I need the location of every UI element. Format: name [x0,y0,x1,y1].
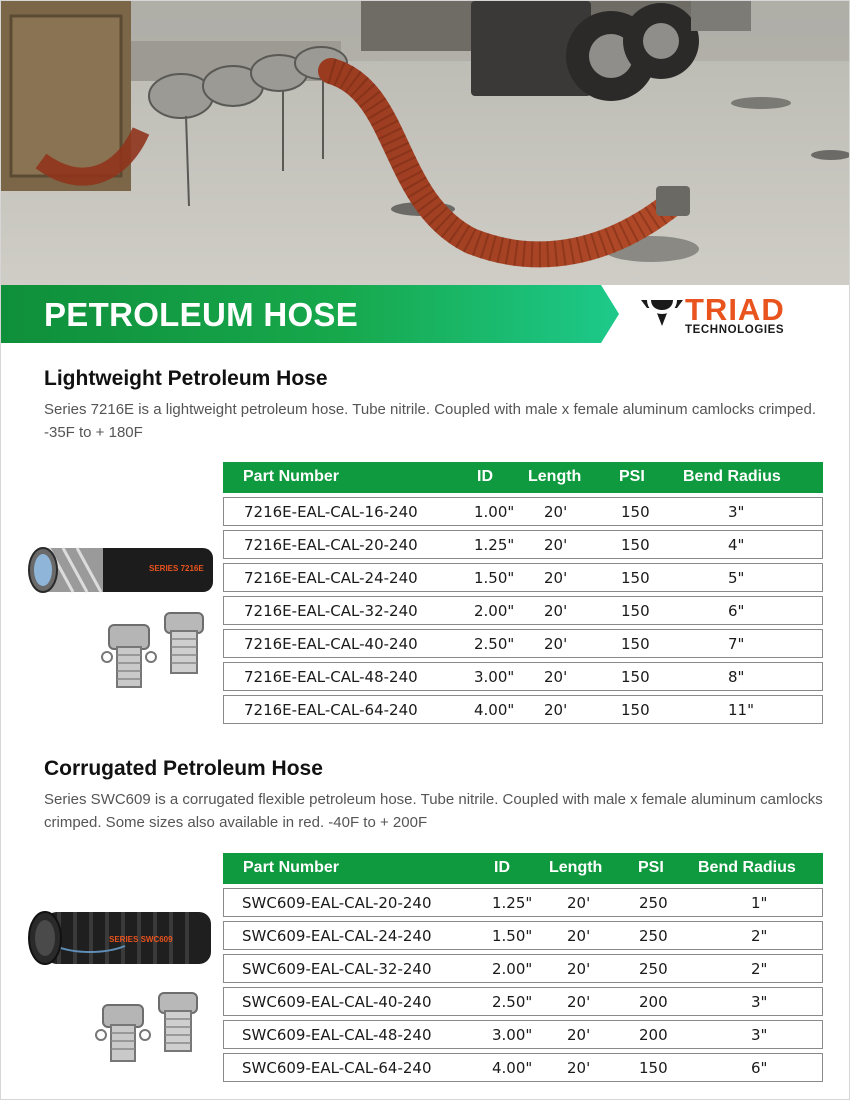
column-header-psi: PSI [619,468,645,485]
cell-bend-radius: 3" [751,993,768,1011]
triad-logo [639,294,824,338]
column-header-length: Length [549,859,603,876]
column-header-psi: PSI [638,859,664,876]
cell-psi: 250 [639,927,668,945]
cell-id: 4.00" [492,1059,533,1077]
cell-length: 20' [544,701,568,719]
cell-id: 1.25" [474,536,515,554]
cell-psi: 150 [621,602,650,620]
logo-subtitle: TECHNOLOGIES [685,324,785,336]
table-row [223,629,823,658]
cell-bend-radius: 7" [728,635,745,653]
cell-id: 1.50" [474,569,515,587]
cell-id: 2.50" [492,993,533,1011]
table-row [223,662,823,691]
cell-psi: 150 [621,569,650,587]
hose-swc609-image [15,906,215,970]
cell-id: 3.00" [492,1026,533,1044]
cell-psi: 200 [639,1026,668,1044]
cell-part-number: SWC609-EAL-CAL-24-240 [242,927,432,945]
table-row [223,563,823,592]
cell-part-number: 7216E-EAL-CAL-40-240 [244,635,418,653]
cell-length: 20' [544,503,568,521]
table-row [223,695,823,724]
cell-length: 20' [567,927,591,945]
cell-psi: 150 [621,503,650,521]
hose-7216e-label: SERIES 7216E [149,564,204,573]
triad-logo-mark [639,296,685,332]
cell-psi: 150 [621,668,650,686]
hero-photo [1,1,850,285]
table-header [223,853,823,884]
cell-psi: 150 [621,701,650,719]
cell-bend-radius: 5" [728,569,745,587]
table-row [223,987,823,1016]
cell-bend-radius: 4" [728,536,745,554]
section-title-lightweight: Lightweight Petroleum Hose [44,367,328,390]
logo-wordmark: TRIAD [685,292,785,327]
cell-bend-radius: 2" [751,960,768,978]
cell-id: 2.00" [474,602,515,620]
cell-length: 20' [544,602,568,620]
cell-bend-radius: 3" [728,503,745,521]
cell-part-number: 7216E-EAL-CAL-16-240 [244,503,418,521]
cell-length: 20' [544,668,568,686]
cell-id: 1.00" [474,503,515,521]
cell-psi: 200 [639,993,668,1011]
cell-bend-radius: 8" [728,668,745,686]
cell-bend-radius: 2" [751,927,768,945]
table-row [223,596,823,625]
lightweight-spec-table [223,462,823,724]
cell-part-number: 7216E-EAL-CAL-64-240 [244,701,418,719]
cell-part-number: SWC609-EAL-CAL-20-240 [242,894,432,912]
table-row [223,888,823,917]
column-header-bend-radius: Bend Radius [698,859,796,876]
cell-id: 3.00" [474,668,515,686]
section-desc-corrugated: Series SWC609 is a corrugated flexible petroleum hose. Tube nitrile. Coupled with male x female aluminum camlocks crimped. Some sizes also available in red. -40F to + 200F [44,791,823,831]
section-title-corrugated: Corrugated Petroleum Hose [44,757,323,780]
column-header-length: Length [528,468,582,485]
table-row [223,1020,823,1049]
cell-length: 20' [544,569,568,587]
section-desc-lightweight: Series 7216E is a lightweight petroleum hose. Tube nitrile. Coupled with male x female aluminum camlocks crimped. -35F to + 180F [44,401,817,441]
table-header [223,462,823,493]
camlock-fittings-7216e-image [99,607,209,691]
cell-id: 1.25" [492,894,533,912]
cell-length: 20' [567,1059,591,1077]
table-row [223,921,823,950]
cell-psi: 250 [639,894,668,912]
cell-length: 20' [567,1026,591,1044]
column-header-id: ID [494,859,510,876]
corrugated-spec-table [223,853,823,1082]
hose-7216e-image [15,541,215,601]
cell-id: 1.50" [492,927,533,945]
cell-length: 20' [544,536,568,554]
cell-id: 2.00" [492,960,533,978]
cell-bend-radius: 11" [728,701,754,719]
cell-length: 20' [567,960,591,978]
cell-part-number: SWC609-EAL-CAL-40-240 [242,993,432,1011]
table-row [223,954,823,983]
cell-id: 4.00" [474,701,515,719]
cell-part-number: 7216E-EAL-CAL-48-240 [244,668,418,686]
cell-part-number: 7216E-EAL-CAL-24-240 [244,569,418,587]
table-row [223,497,823,526]
cell-psi: 150 [621,635,650,653]
cell-psi: 150 [639,1059,668,1077]
cell-part-number: 7216E-EAL-CAL-20-240 [244,536,418,554]
cell-bend-radius: 6" [728,602,745,620]
column-header-part-number: Part Number [243,859,340,876]
hose-swc609-label: SERIES SWC609 [109,935,173,944]
camlock-fittings-swc609-image [93,991,203,1063]
page-title: PETROLEUM HOSE [44,296,359,333]
cell-length: 20' [567,993,591,1011]
table-row [223,1053,823,1082]
cell-id: 2.50" [474,635,515,653]
column-header-bend-radius: Bend Radius [683,468,781,485]
cell-bend-radius: 6" [751,1059,768,1077]
cell-psi: 150 [621,536,650,554]
table-row [223,530,823,559]
column-header-id: ID [477,468,493,485]
column-header-part-number: Part Number [243,468,340,485]
cell-bend-radius: 1" [751,894,768,912]
cell-part-number: SWC609-EAL-CAL-64-240 [242,1059,432,1077]
cell-bend-radius: 3" [751,1026,768,1044]
cell-psi: 250 [639,960,668,978]
cell-part-number: 7216E-EAL-CAL-32-240 [244,602,418,620]
cell-length: 20' [567,894,591,912]
cell-length: 20' [544,635,568,653]
cell-part-number: SWC609-EAL-CAL-32-240 [242,960,432,978]
cell-part-number: SWC609-EAL-CAL-48-240 [242,1026,432,1044]
